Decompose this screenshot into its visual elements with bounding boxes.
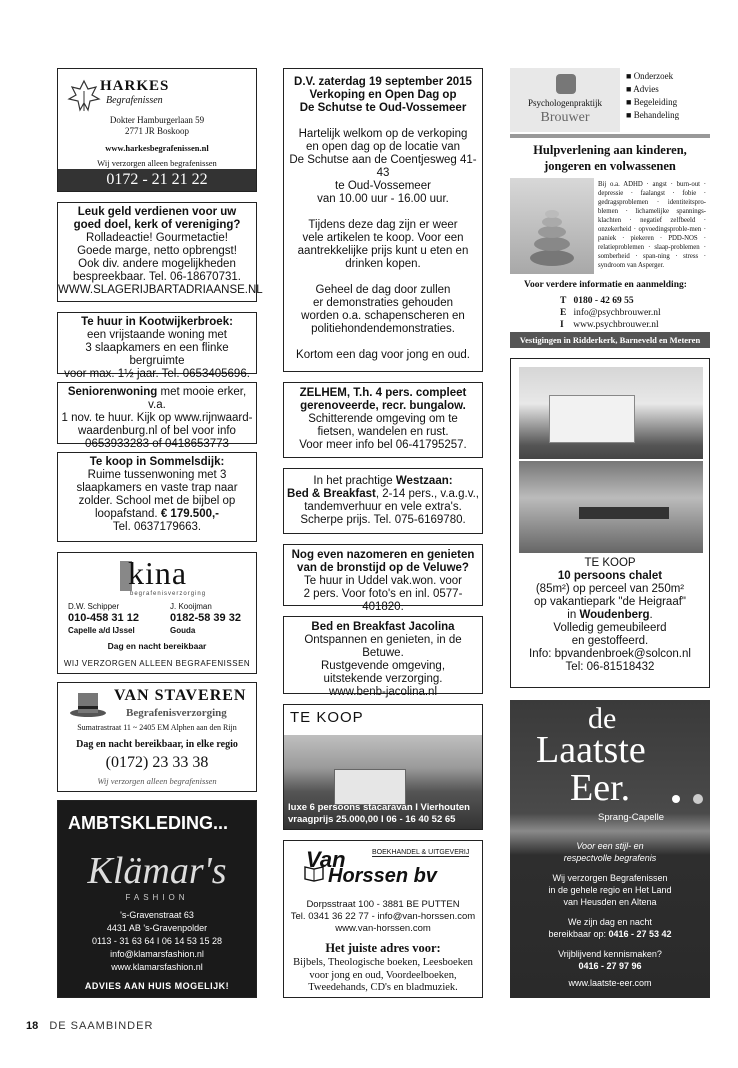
sommelsdijk-line: loopafstand. <box>94 508 161 520</box>
westzaan-phone: Scherpe prijs. Tel. 075-6169780. <box>300 514 466 526</box>
westzaan-line: , 2-14 pers., v.a.g.v., <box>375 488 479 500</box>
seniorenwoning-heading: Seniorenwoning <box>67 386 158 398</box>
psych-email[interactable]: E info@psychbrouwer.nl <box>560 308 661 318</box>
kootwijkerbroek-line: een vrijstaande woning met <box>87 329 227 341</box>
van-horssen-logo-2: Horssen bv <box>328 865 437 887</box>
verkoping-line: Hartelijk welkom op de verkoping <box>298 128 468 140</box>
harkes-logo: HARKES <box>100 78 170 94</box>
harkes-tagline: Wij verzorgen alleen begrafenissen <box>97 158 217 168</box>
veluwe-ad <box>283 544 483 613</box>
verkoping-line: aantrekkelijke prijs kunt u eten en <box>297 245 469 257</box>
laatste-eer-eer: Eer. <box>570 767 631 809</box>
psych-heading-2: jongeren en volwassenen <box>544 159 676 173</box>
kina-logo: kina <box>128 555 188 591</box>
van-horssen-logo-1: Van <box>306 847 346 872</box>
harkes-web[interactable]: www.harkesbegrafenissen.nl <box>105 143 209 153</box>
kootwijkerbroek-line: 3 slaapkamers en een flinke bergruimte <box>85 342 229 367</box>
sommelsdijk-ad <box>57 452 257 542</box>
slagerij-website[interactable]: WWW.SLAGERIJBARTADRIAANSE.NL <box>58 284 263 296</box>
chalet-ad: TE KOOP 10 persoons chalet (85m²) op perceel van 250m² op vakantiepark "de Heigraaf" in Woudenberg. Volledig gemeubileerd en gestoffeerd. Info: bpvandenbroek@solcon.nl Tel: 06-81518432 <box>510 358 710 688</box>
psych-heading-1: Hulpverlening aan kinderen, <box>533 143 687 157</box>
laatste-eer-line: Vrijblijvend kennismaken? <box>558 949 662 959</box>
klamars-heading: AMBTSKLEDING... <box>68 813 228 833</box>
slagerij-line: Ook div. andere mogelijkheden <box>78 258 236 270</box>
chalet-line: (85m²) op perceel van 250m² <box>535 583 685 595</box>
verkoping-line: er demonstraties gehouden <box>312 297 453 309</box>
verkoping-line: en open dag op de locatie van <box>305 141 461 153</box>
veluwe-line: Te huur in Uddel vak.won. voor <box>304 575 462 587</box>
seniorenwoning-line: met mooie erker, v.a. <box>148 386 247 411</box>
laatste-eer-laatste: Laatste <box>536 729 646 771</box>
laatste-eer-place: Sprang-Capelle <box>598 812 665 823</box>
kina-phone-1: 010-458 31 12 <box>68 612 139 624</box>
seniorenwoning-line: 1 nov. te huur. Kijk op www.rijnwaard- <box>61 412 253 424</box>
van-horssen-tagline: BOEKHANDEL & UITGEVERIJ <box>372 849 470 856</box>
slagerij-ad <box>57 202 263 302</box>
psych-name-2: Brouwer <box>540 110 590 125</box>
psych-phone: T 0180 - 42 69 55 <box>560 296 634 306</box>
van-staveren-ad <box>57 682 257 792</box>
stacaravan-heading: TE KOOP <box>290 709 364 726</box>
klamars-footer: ADVIES AAN HUIS MOGELIJK! <box>84 981 230 991</box>
chalet-table <box>579 507 669 519</box>
jacolina-line: uitstekende verzorging. <box>323 673 443 685</box>
klamars-fashion: FASHION <box>125 893 189 902</box>
psych-menu-item-onderzoek: ■ Onderzoek <box>626 71 674 81</box>
page-number: 18 <box>26 1020 39 1032</box>
chalet-place: Woudenberg <box>579 609 650 621</box>
chalet-line: en gestoffeerd. <box>571 635 649 647</box>
psych-body: Bij o.a. ADHD · angst · burn-out · depressie · faalangst · fobie · gedragsproblemen · identiteitspro-blemen · lichamelijke spannings-klachten · negatief zelfbeeld · onzekerheid · opvoedingsproble-men · paniek · piekeren · PDD-NOS · relatieproblemen · slaap-problemen · somberheid · span-ning · stress · syndroom van Asperger. <box>598 181 706 269</box>
veluwe-heading-1: Nog even nazomeren en genieten <box>291 549 475 561</box>
stones-photo <box>510 178 594 274</box>
van-horssen-website[interactable]: www.van-horssen.com <box>335 923 431 934</box>
verkoping-ad <box>283 68 483 372</box>
zelhem-heading-1: ZELHEM, T.h. 4 pers. compleet <box>299 387 467 399</box>
stacaravan-line-1: luxe 6 persoons stacaravan I Vierhouten <box>288 802 470 813</box>
chalet-heading: TE KOOP <box>584 557 636 569</box>
van-staveren-sub: Begrafenisverzorging <box>126 707 227 719</box>
sommelsdijk-phone: Tel. 0637179663. <box>112 521 202 533</box>
jacolina-ad <box>283 616 483 698</box>
laatste-eer-website[interactable]: www.laatste-eer.com <box>568 978 652 988</box>
seniorenwoning-line: waardenburg.nl of bel voor info <box>78 425 236 437</box>
slagerij-line: Rolladeactie! Gourmetactie! <box>86 232 228 244</box>
veluwe-heading-2: van de bronstijd op de Veluwe? <box>297 562 469 574</box>
kina-ad <box>57 552 257 674</box>
veluwe-phone: 2 pers. Voor foto's en inl. 0577-401820. <box>303 588 463 613</box>
westzaan-ad <box>283 468 483 534</box>
van-staveren-address: Sumatrastraat 11 ~ 2405 EM Alphen aan den Rijn <box>77 723 237 732</box>
page-footer <box>26 1020 153 1032</box>
verkoping-heading-2: Verkoping en Open Dag op <box>309 89 457 101</box>
chalet-phone: Tel: 06-81518432 <box>565 661 655 673</box>
zelhem-ad <box>283 382 483 458</box>
verkoping-line: vele artikelen te koop. Voor een <box>302 232 464 244</box>
verkoping-line: De Schutse aan de Coentjesweg 41-43 <box>289 154 477 179</box>
kina-city-1: Capelle a/d IJssel <box>68 626 135 635</box>
kina-name-2: J. Kooijman <box>170 602 212 611</box>
kootwijkerbroek-heading: Te huur in Kootwijkerbroek: <box>81 316 233 328</box>
psych-menu-item-begeleiding: ■ Begeleiding <box>626 97 678 107</box>
klamars-logo: Klämar's <box>87 850 227 892</box>
kina-name-1: D.W. Schipper <box>68 602 120 611</box>
verkoping-heading-1: D.V. zaterdag 19 september 2015 <box>294 76 472 88</box>
klamars-address-2: 4431 AB 's-Gravenpolder <box>106 923 208 933</box>
slagerij-line: Goede marge, netto opbrengst! <box>77 245 237 257</box>
laatste-eer-phone-2: 0416 - 27 97 96 <box>578 961 642 971</box>
westzaan-bnb: Bed & Breakfast <box>287 488 376 500</box>
laatste-eer-line: in de gehele regio en Het Land <box>548 885 672 895</box>
chalet-line: in <box>567 609 580 621</box>
laatste-eer-line: van Heusden en Altena <box>563 897 657 907</box>
kina-day: Dag en nacht bereikbaar <box>107 641 207 651</box>
book-icon <box>304 863 324 883</box>
klamars-ad <box>57 800 257 998</box>
verkoping-line: te Oud-Vossemeer <box>335 180 431 192</box>
psych-brouwer-ad <box>510 68 710 348</box>
chalet-photo-1 <box>519 367 703 459</box>
van-staveren-day: Dag en nacht bereikbaar, in elke regio <box>76 739 238 750</box>
kina-city-2: Gouda <box>170 626 196 635</box>
chalet-photo-2 <box>519 461 703 553</box>
hat-icon <box>68 689 108 724</box>
laatste-eer-line: We zijn dag en nacht <box>568 917 652 927</box>
westzaan-place: Westzaan: <box>395 475 453 487</box>
leaf-icon <box>66 77 102 118</box>
zelhem-line: fietsen, wandelen en rust. <box>317 426 449 438</box>
psych-logo-area <box>510 68 620 132</box>
laatste-eer-ad <box>510 700 710 998</box>
slagerij-line: bespreekbaar. Tel. 06-18670731. <box>73 271 241 283</box>
sommelsdijk-price: € 179.500,- <box>160 508 220 520</box>
laatste-eer-slogan-2: respectvolle begrafenis <box>563 853 657 863</box>
laatste-eer-line: Wij verzorgen Begrafenissen <box>552 873 668 883</box>
chalet-email[interactable]: Info: bpvandenbroek@solcon.nl <box>529 648 691 660</box>
laatste-eer-de: de <box>588 702 617 735</box>
van-staveren-phone: (0172) 23 33 38 <box>105 754 209 771</box>
jacolina-heading: Bed en Breakfast Jacolina <box>311 621 455 633</box>
seniorenwoning-line: 0653933283 of 0418653773 <box>85 438 229 450</box>
van-horssen-line: voor jong en oud, Voordeelboeken, <box>309 969 457 981</box>
kina-phone-2: 0182-58 39 32 <box>170 612 241 624</box>
publication-name: DE SAAMBINDER <box>49 1020 154 1032</box>
van-horssen-ad <box>283 840 483 998</box>
stacaravan-line-2: vraagprijs 25.000,00 I 06 - 16 40 52 65 <box>288 814 456 825</box>
verkoping-line: Geheel de dag door zullen <box>315 284 451 296</box>
verkoping-heading-3: De Schutse te Oud-Vossemeer <box>299 102 467 114</box>
psych-logo-icon <box>556 74 576 94</box>
dots-icon <box>670 792 706 810</box>
verkoping-line: Kortom een dag voor jong en oud. <box>296 349 470 361</box>
psych-divider <box>510 134 710 138</box>
zelhem-phone: Voor meer info bel 06-41795257. <box>299 439 467 451</box>
sommelsdijk-line: zolder. School met de bijbel op <box>78 495 236 507</box>
chalet-line: Volledig gemeubileerd <box>553 622 667 634</box>
van-horssen-heading: Het juiste adres voor: <box>325 941 441 955</box>
verkoping-line: drinken kopen. <box>345 258 421 270</box>
sommelsdijk-heading: Te koop in Sommelsdijk: <box>89 456 225 468</box>
van-horssen-contact: Tel. 0341 36 22 77 - info@van-horssen.com <box>290 911 476 922</box>
van-horssen-line: Bijbels, Theologische boeken, Leesboeken <box>293 957 473 968</box>
psych-menu-item-advies: ■ Advies <box>626 84 659 94</box>
klamars-website[interactable]: www.klamarsfashion.nl <box>111 962 203 972</box>
caravan-shape <box>334 769 406 805</box>
harkes-phone: 0172 - 21 21 22 <box>58 169 256 191</box>
harkes-addr2: 2771 JR Boskoop <box>124 126 189 136</box>
laatste-eer-phone-1: 0416 - 27 53 42 <box>608 929 672 939</box>
stacaravan-ad <box>283 704 483 830</box>
seniorenwoning-ad <box>57 382 257 450</box>
van-horssen-address: Dorpsstraat 100 - 3881 BE PUTTEN <box>306 899 460 910</box>
verkoping-line: Tijdens deze dag zijn er weer <box>308 219 458 231</box>
jacolina-website[interactable]: www.benb-jacolina.nl <box>328 686 438 698</box>
van-horssen-line: Tweedehands, CD's en bladmuziek. <box>308 982 458 993</box>
verkoping-line: van 10.00 uur - 16.00 uur. <box>317 193 449 205</box>
psych-name-1: Psychologenpraktijk <box>528 98 602 108</box>
chalet-line: op vakantiepark "de Heigraaf" <box>533 596 686 608</box>
zelhem-heading-2: gerenoveerde, recr. bungalow. <box>300 400 466 412</box>
kootwijkerbroek-line: voor max. 1½ jaar. Tel. 0653405696. <box>64 368 250 380</box>
psych-website[interactable]: I www.psychbrouwer.nl <box>560 320 659 330</box>
van-staveren-title: VAN STAVEREN <box>114 687 247 704</box>
laatste-eer-line: bereikbaar op: <box>548 929 609 939</box>
jacolina-line: Ontspannen en genieten, in de Betuwe. <box>304 634 462 659</box>
klamars-address-1: 's-Gravenstraat 63 <box>120 910 194 920</box>
jacolina-line: Rustgevende omgeving, <box>320 660 446 672</box>
klamars-email[interactable]: info@klamarsfashion.nl <box>110 949 204 959</box>
sommelsdijk-line: Ruime tussenwoning met 3 <box>87 469 227 481</box>
psych-menu-item-behandeling: ■ Behandeling <box>626 110 680 120</box>
harkes-sub: Begrafenissen <box>106 95 163 106</box>
chalet-title: 10 persoons chalet <box>557 570 663 582</box>
zelhem-line: Schitterende omgeving om te <box>308 413 458 425</box>
psych-info-heading: Voor verdere informatie en aanmelding: <box>524 280 687 290</box>
harkes-addr1: Dokter Hamburgerlaan 59 <box>109 115 205 125</box>
verkoping-line: politiehondendemonstraties. <box>311 323 455 335</box>
kina-sub: begrafenisverzorging <box>130 591 207 597</box>
harkes-ad <box>57 68 257 192</box>
kootwijkerbroek-ad <box>57 312 257 380</box>
verkoping-line: worden o.a. schapenscheren en <box>301 310 465 322</box>
psych-footer: Vestigingen in Ridderkerk, Barneveld en Meteren <box>510 332 710 348</box>
chalet-building <box>549 395 635 443</box>
slagerij-heading-1: Leuk geld verdienen voor uw <box>77 206 237 218</box>
laatste-eer-slogan-1: Voor een stijl- en <box>576 841 644 851</box>
klamars-phones: 0113 - 31 63 64 I 06 14 53 15 28 <box>92 936 222 946</box>
kina-tagline: WIJ VERZORGEN ALLEEN BEGRAFENISSEN <box>63 659 251 668</box>
slagerij-heading-2: goed doel, kerk of vereniging? <box>73 219 241 231</box>
westzaan-line: tandemverhuur en vele extra's. <box>304 501 462 513</box>
westzaan-line: In het prachtige <box>313 475 396 487</box>
van-staveren-tagline: Wij verzorgen alleen begrafenissen <box>97 776 217 786</box>
sommelsdijk-line: slaapkamers en vaste trap naar <box>76 482 238 494</box>
